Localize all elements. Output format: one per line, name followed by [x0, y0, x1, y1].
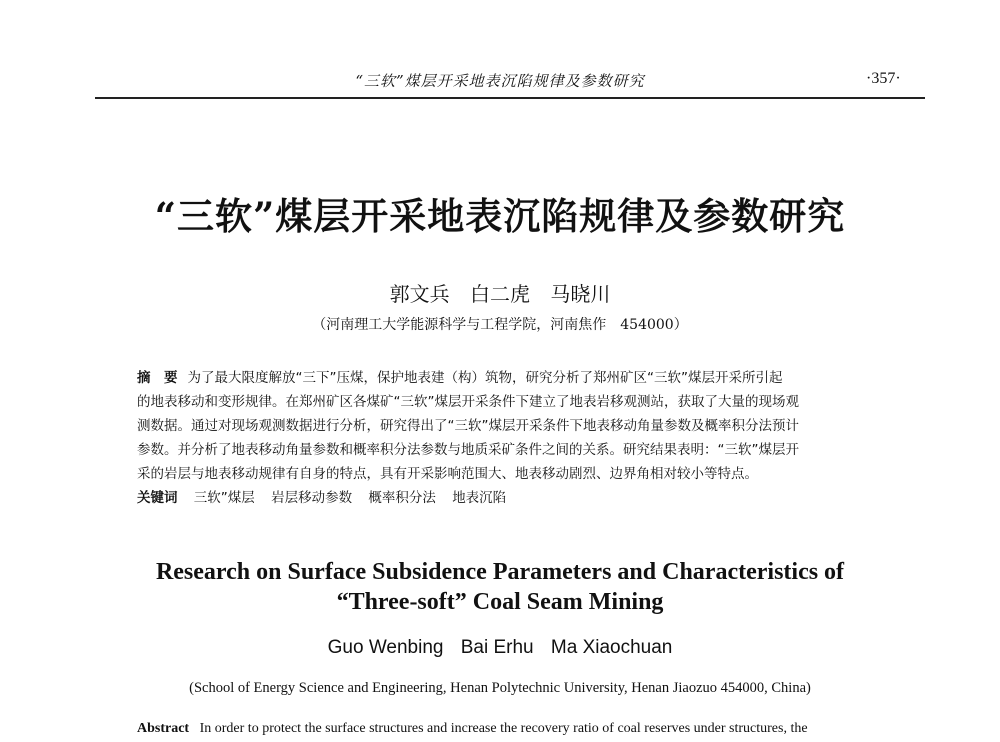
abstract-line: 的地表移动和变形规律。在郑州矿区各煤矿“三软”煤层开采条件下建立了地表岩移观测站，获取了大量的现场观: [137, 394, 799, 410]
abstract-label: 摘 要: [137, 370, 178, 386]
author: Guo Wenbing: [327, 637, 444, 658]
author: 郭文兵: [389, 282, 450, 306]
english-abstract-text: In order to protect the surface structures and increase the recovery ratio of coal reserves under structures, the: [199, 721, 808, 736]
header-rule: [95, 97, 925, 99]
abstract-line: 为了最大限度解放“三下”压煤，保护地表建（构）筑物，研究分析了郑州矿区“三软”煤层开采所引起: [187, 370, 783, 386]
abstract: [137, 366, 897, 510]
author: Bai Erhu: [460, 637, 534, 658]
keywords-label: 关键词: [137, 490, 178, 506]
english-authors: [0, 637, 1000, 659]
paper-title: “三软”煤层开采地表沉陷规律及参数研究: [154, 194, 846, 238]
page-number: ·357·: [866, 70, 901, 87]
author: 白二虎: [470, 282, 530, 306]
abstract-line: 测数据。通过对现场观测数据进行分析，研究得出了“三软”煤层开采条件下地表移动角量参数及概率积分法预计: [137, 418, 799, 434]
english-abstract: [137, 721, 907, 737]
english-abstract-label: Abstract: [137, 721, 190, 736]
keyword: 岩层移动参数: [271, 490, 353, 506]
authors: [0, 278, 1000, 307]
author: Ma Xiaochuan: [550, 637, 673, 658]
keyword: 三软”煤层: [193, 490, 255, 506]
author: 马晓川: [550, 282, 611, 306]
keyword: 地表沉陷: [452, 490, 507, 506]
abstract-line: 参数。并分析了地表移动角量参数和概率积分法参数与地质采矿条件之间的关系。研究结果表明：“三软”煤层开: [137, 442, 799, 458]
english-title: [0, 557, 1000, 617]
english-affiliation: (School of Energy Science and Engineering, Henan Polytechnic University, Henan Jiaozuo 454000, China): [189, 680, 811, 696]
abstract-line: 采的岩层与地表移动规律有自身的特点，具有开采影响范围大、地表移动剧烈、边界角相对较小等特点。: [137, 466, 758, 482]
keywords: [137, 486, 897, 510]
affiliation: （河南理工大学能源科学与工程学院，河南焦作 454000）: [312, 317, 688, 333]
english-title-line: Research on Surface Subsidence Parameters and Characteristics of: [155, 559, 845, 585]
running-header: “三软”煤层开采地表沉陷规律及参数研究: [355, 72, 645, 90]
keyword: 概率积分法: [368, 490, 436, 506]
english-title-line: “Three-soft” Coal Seam Mining: [336, 589, 664, 615]
